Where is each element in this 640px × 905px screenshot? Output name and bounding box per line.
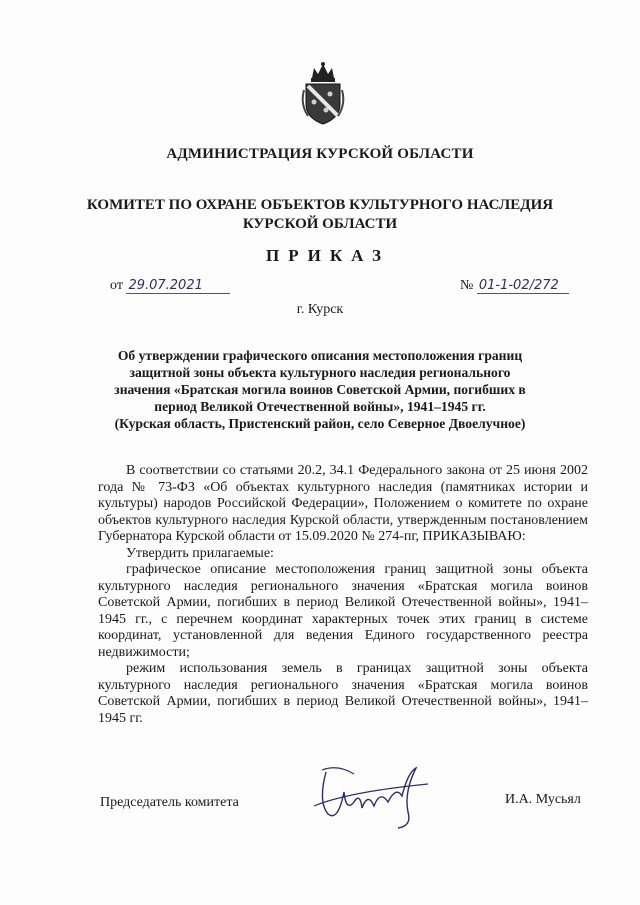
committee-heading: [0, 196, 640, 234]
signer-name: И.А. Мусьял: [505, 792, 581, 807]
committee-heading-line1: КОМИТЕТ ПО ОХРАНЕ ОБЪЕКТОВ КУЛЬТУРНОГО НАСЛЕДИЯ: [86, 197, 554, 213]
body-paragraph-land-use-regime: режим использования земель в границах защитной зоны объекта культурного наследия регионального значения «Братская могила воинов Советской Армии, погибших в период Великой Отечественной войны», 1941–1945 гг.: [98, 661, 588, 726]
document-type-heading: ПРИКАЗ: [266, 246, 390, 265]
committee-heading-line2: КУРСКОЙ ОБЛАСТИ: [242, 216, 398, 232]
order-title-line2: защитной зоны объекта культурного наследия регионального: [129, 365, 511, 380]
number-prefix: №: [460, 278, 474, 293]
handwritten-signature: [308, 762, 438, 832]
order-title-line5: (Курская область, Пристенский район, село Северное Двоелучное): [114, 416, 526, 431]
order-title-line1: Об утверждении графического описания местоположения границ: [117, 348, 523, 363]
order-number: [460, 278, 569, 294]
order-title-line3: значения «Братская могила воинов Советской Армии, погибших в: [114, 382, 526, 397]
body-paragraph-approve: Утвердить прилагаемые:: [126, 545, 274, 561]
date-prefix: от: [110, 278, 123, 293]
order-date: [110, 278, 230, 294]
order-body: [98, 463, 588, 727]
number-handwritten-value: 01-1-02/272: [477, 278, 569, 294]
signer-position: Председатель комитета: [100, 795, 239, 810]
order-title-line4: период Великой Отечественной войны», 1941–1945 гг.: [154, 399, 486, 414]
body-paragraph-graphic-description: графическое описание местоположения границ защитной зоны объекта культурного наследия регионального значения «Братская могила воинов Советской Армии, погибших в период Великой Отечественной войны», 1941–1945 гг., с перечнем координат характерных точек этих границ в системе координат, установленной для ведения Единого государственного реестра недвижимости;: [98, 562, 588, 660]
city-line: г. Курск: [296, 302, 344, 317]
administration-heading: АДМИНИСТРАЦИЯ КУРСКОЙ ОБЛАСТИ: [166, 146, 474, 162]
order-title: [0, 347, 640, 432]
coat-of-arms-emblem: [300, 60, 346, 126]
date-handwritten-value: 29.07.2021: [126, 278, 230, 294]
body-paragraph-legal-basis: В соответствии со статьями 20.2, 34.1 Федерального закона от 25 июня 2002 года № 73-ФЗ «Об объектах культурного наследия (памятниках истории и культуры) народов Российской Федерации», Положением о комитете по охране объектов культурного наследия Курской области, утвержденным постановлением Губернатора Курской области от 15.09.2020 № 274-пг, ПРИКАЗЫВАЮ:: [98, 463, 588, 544]
